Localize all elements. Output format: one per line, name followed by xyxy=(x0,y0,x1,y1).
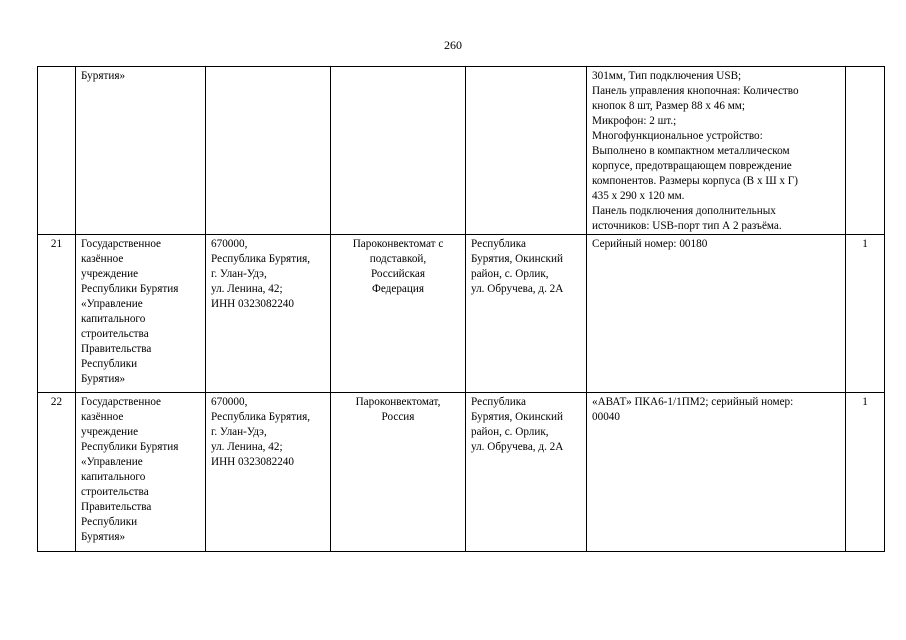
location-line: Бурятия, Окинский xyxy=(471,253,563,265)
owner-line: Республики xyxy=(81,516,138,528)
description-line: корпусе, предотвращающем повреждение xyxy=(592,160,792,172)
address-line: ИНН 0323082240 xyxy=(211,456,294,468)
details-line: 00040 xyxy=(592,411,620,423)
address-line: 670000, xyxy=(211,238,248,250)
owner-line: Государственное xyxy=(81,396,162,408)
location-line: район, с. Орлик, xyxy=(471,426,549,438)
item-line: Россия xyxy=(381,411,415,423)
description-line: 301мм, Тип подключения USB; xyxy=(592,70,742,82)
owner-line: Государственное xyxy=(81,238,162,250)
quantity-cell: 1 xyxy=(846,235,885,393)
owner-line: строительства xyxy=(81,486,149,498)
address-line: Республика Бурятия, xyxy=(211,411,311,423)
owner-line: «Управление xyxy=(81,298,143,310)
owner-line: Бурятия» xyxy=(81,70,126,82)
row-number-cell: 22 xyxy=(38,393,76,552)
address-line: ул. Ленина, 42; xyxy=(211,441,283,453)
owner-line: Бурятия» xyxy=(81,531,126,543)
details-line: «АВАТ» ПКА6-1/1ПМ2; серийный номер: xyxy=(592,396,794,408)
details-cell xyxy=(587,393,846,552)
address-line: Республика Бурятия, xyxy=(211,253,311,265)
description-line: источников: USB-порт тип А 2 разъёма. xyxy=(592,220,782,232)
owner-line: строительства xyxy=(81,328,149,340)
owner-line: казённое xyxy=(81,411,124,423)
description-line: 435 х 290 х 120 мм. xyxy=(592,190,685,202)
address-line: ул. Ленина, 42; xyxy=(211,283,283,295)
owner-line: казённое xyxy=(81,253,124,265)
registry-table xyxy=(37,66,885,552)
description-cell xyxy=(587,67,846,235)
owner-line: Республики xyxy=(81,358,138,370)
location-cell xyxy=(466,67,587,235)
description-line: Панель подключения дополнительных xyxy=(592,205,776,217)
owner-cell xyxy=(76,393,206,552)
owner-line: капитального xyxy=(81,471,146,483)
owner-line: «Управление xyxy=(81,456,143,468)
owner-line: Бурятия» xyxy=(81,373,126,385)
location-cell xyxy=(466,393,587,552)
description-line: Панель управления кнопочная: Количество xyxy=(592,85,799,97)
address-line: г. Улан-Удэ, xyxy=(211,268,267,280)
location-line: ул. Обручева, д. 2А xyxy=(471,283,564,295)
item-line: Федерация xyxy=(372,283,424,295)
table-row xyxy=(38,235,885,393)
item-line: Пароконвектомат с xyxy=(352,238,444,250)
description-line: компонентов. Размеры корпуса (В х Ш х Г) xyxy=(592,175,799,187)
address-cell xyxy=(206,67,331,235)
details-cell xyxy=(587,235,846,393)
owner-line: Правительства xyxy=(81,501,152,513)
quantity-cell xyxy=(846,67,885,235)
quantity-cell: 1 xyxy=(846,393,885,552)
owner-line: капитального xyxy=(81,313,146,325)
location-line: ул. Обручева, д. 2А xyxy=(471,441,564,453)
details-line: Серийный номер: 00180 xyxy=(592,238,708,250)
owner-line: учреждение xyxy=(81,426,139,438)
item-line: подставкой, xyxy=(369,253,427,265)
description-line: Многофункциональное устройство: xyxy=(592,130,763,142)
owner-cell xyxy=(76,67,206,235)
item-line: Российская xyxy=(370,268,426,280)
address-cell xyxy=(206,235,331,393)
page-number: 260 xyxy=(444,38,462,52)
location-line: район, с. Орлик, xyxy=(471,268,549,280)
table-row xyxy=(38,393,885,552)
owner-cell xyxy=(76,235,206,393)
description-line: кнопок 8 шт, Размер 88 х 46 мм; xyxy=(592,100,745,112)
location-line: Бурятия, Окинский xyxy=(471,411,563,423)
location-cell xyxy=(466,235,587,393)
owner-line: Правительства xyxy=(81,343,152,355)
row-number-cell xyxy=(38,67,76,235)
location-line: Республика xyxy=(471,396,526,408)
owner-line: учреждение xyxy=(81,268,139,280)
address-cell xyxy=(206,393,331,552)
item-cell xyxy=(331,235,466,393)
address-line: ИНН 0323082240 xyxy=(211,298,294,310)
owner-line: Республики Бурятия xyxy=(81,283,179,295)
item-line: Пароконвектомат, xyxy=(355,396,441,408)
address-line: 670000, xyxy=(211,396,248,408)
owner-line: Республики Бурятия xyxy=(81,441,179,453)
item-cell xyxy=(331,67,466,235)
description-line: Выполнено в компактном металлическом xyxy=(592,145,790,157)
row-number-cell: 21 xyxy=(38,235,76,393)
table-row-continuation xyxy=(38,67,885,235)
location-line: Республика xyxy=(471,238,526,250)
description-line: Микрофон: 2 шт.; xyxy=(592,115,677,127)
item-cell xyxy=(331,393,466,552)
address-line: г. Улан-Удэ, xyxy=(211,426,267,438)
